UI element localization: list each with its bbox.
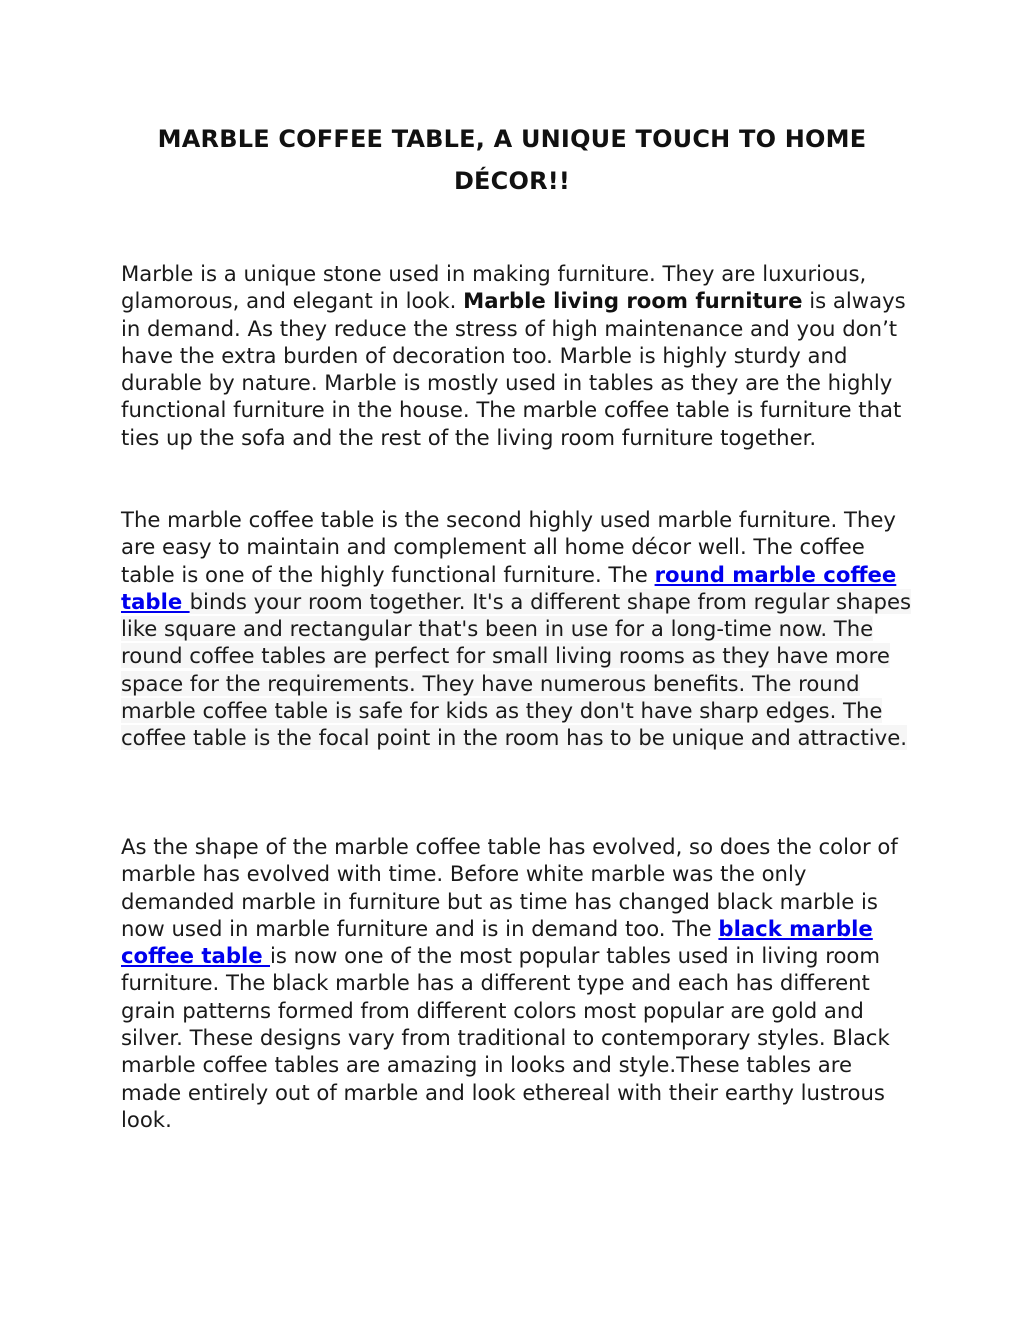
- round-marble-coffee-table-link[interactable]: round marble coffee table: [121, 561, 897, 614]
- paragraph-2-text-start: The marble coffee table is the second highly used marble furniture. They are easy to maintain and complement all home décor well. The coffee table is one of the highly functional furniture. The: [121, 507, 896, 587]
- paragraph-1: [121, 260, 913, 451]
- paragraph-1-text-start: Marble is a unique stone used in making furniture. They are luxurious, glamorous, and elegant in look.: [121, 261, 867, 314]
- paragraph-1-text-end: is always in demand. As they reduce the stress of high maintenance and you don’t have the extra burden of decoration too. Marble is highly sturdy and durable by nature. Marble is mostly used in tables as they are the highly functional furniture in the house. The marble coffee table is furniture that ties up the sofa and the rest of the living room furniture together.: [121, 288, 906, 450]
- black-marble-coffee-table-link[interactable]: black marble coffee table: [121, 915, 873, 969]
- page-title: [100, 118, 924, 202]
- paragraph-3-text-end: is now one of the most popular tables used in living room furniture. The black marble has a different type and each has different grain patterns formed from different colors most popular are gold and silver. These designs vary from traditional to contemporary styles. Black marble coffee tables are amazing in looks and style.These tables are made entirely out of marble and look ethereal with their earthy lustrous look.: [121, 943, 890, 1132]
- paragraph-3: [121, 833, 913, 1133]
- title-line-2: DÉCOR!!: [453, 167, 571, 195]
- paragraph-2: [121, 506, 913, 752]
- paragraph-3-text-start: As the shape of the marble coffee table has evolved, so does the color of marble has evolved with time. Before white marble was the only demanded marble in furniture but as time has changed black marble is now used in marble furniture and is in demand too. The: [121, 834, 898, 941]
- paragraph-1-bold-phrase: Marble living room furniture: [463, 288, 803, 314]
- title-line-1: MARBLE COFFEE TABLE, A UNIQUE TOUCH TO HOME: [157, 125, 867, 153]
- paragraph-2-text-end: binds your room together. It's a different shape from regular shapes like square and rectangular that's been in use for a long-time now. The round coffee tables are perfect for small living rooms as they have more space for the requirements. They have numerous benefits. The round marble coffee table is safe for kids as they don't have sharp edges. The coffee table is the focal point in the room has to be unique and attractive.: [121, 588, 912, 751]
